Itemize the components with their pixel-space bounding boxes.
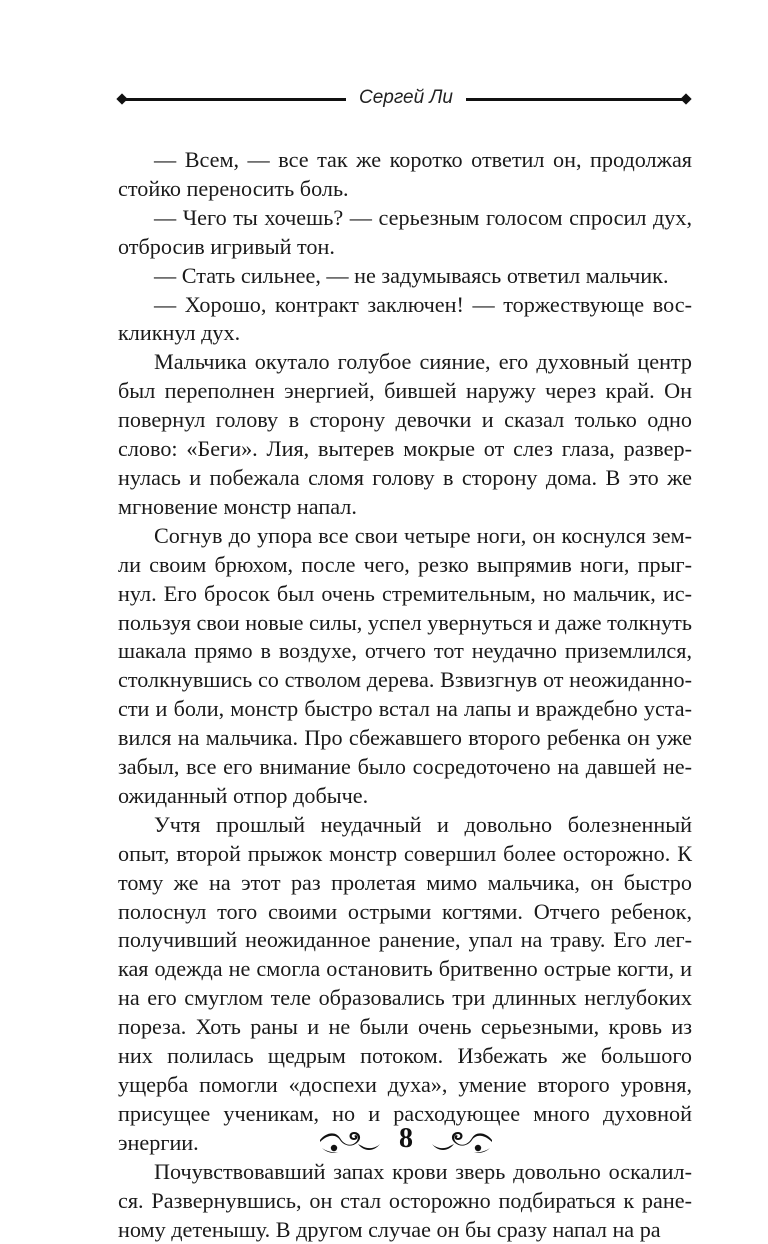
header-author: Сергей Ли: [358, 87, 454, 108]
header-rule-right: [466, 98, 686, 101]
page-footer: [318, 1122, 494, 1162]
running-header: [118, 86, 692, 110]
page-number: 8: [399, 1123, 413, 1154]
paragraph: — Стать сильнее, — не задумываясь ответил мальчик.: [154, 262, 669, 288]
paragraph: — Чего ты хочешь? — серьезным голосом спросил дух, отбросив игривый тон.: [118, 204, 692, 259]
scroll-ornament-right-icon: [430, 1126, 494, 1156]
paragraph: — Хорошо, контракт заключен! — торжествующе воскликнул дух.: [118, 291, 692, 346]
header-rule-left: [124, 98, 346, 101]
scroll-ornament-left-icon: [318, 1126, 382, 1156]
paragraph: Мальчика окутало голубое сияние, его духовный центр был переполнен энергией, бившей наружу через край. Он повернул голову в сторону девочки и сказал только одно слово: «Беги». Лия, вытерев мокрые от слез глаза, развернулась и побежала сломя голову в сторону дома. В это же мгновение монстр напал.: [118, 349, 692, 519]
paragraph: — Всем, — все так же коротко ответил он, продолжая стойко переносить боль.: [118, 147, 692, 201]
paragraph: Почувствовавший запах крови зверь довольно оскалился. Развернувшись, он стал осторожно подбираться к раненому детенышу. В другом случае он бы сразу напал на ра: [118, 1158, 692, 1242]
paragraph: Согнув до упора все свои четыре ноги, он коснулся земли своим брюхом, после чего, резко выпрямив ноги, прыгнул. Его бросок был очень стремительным, но мальчик, используя свои новые силы, успел увернуться и даже толкнуть шакала прямо в воздухе, отчего тот неудачно приземлился, столкнувшись со стволом дерева. Взвизгнув от неожиданности и боли, монстр быстро встал на лапы и враждебно уставился на мальчика. Про сбежавшего второго ребенка он уже забыл, все его внимание было сосредоточено на давшей неожиданный отпор добыче.: [118, 522, 692, 808]
body-text: [118, 146, 692, 1244]
rule-end-diamond-icon: [680, 93, 691, 104]
paragraph: Учтя прошлый неудачный и довольно болезненный опыт, второй прыжок монстр совершил более осторожно. К тому же на этот раз пролетая мимо мальчика, он быстро полоснул того своими острыми когтями. Отчего ребенок, получивший неожиданное ранение, упал на траву. Его легкая одежда не смогла остановить бритвенно острые когти, и на его смуглом теле образовались три длинных неглубоких пореза. Хоть раны и не были очень серьезными, кровь из них полилась щедрым потоком. Избежать же большого ущерба помогли «доспехи духа», умение второго уровня, присущее ученикам, но и расходующее много духовной энергии.: [118, 811, 692, 1155]
